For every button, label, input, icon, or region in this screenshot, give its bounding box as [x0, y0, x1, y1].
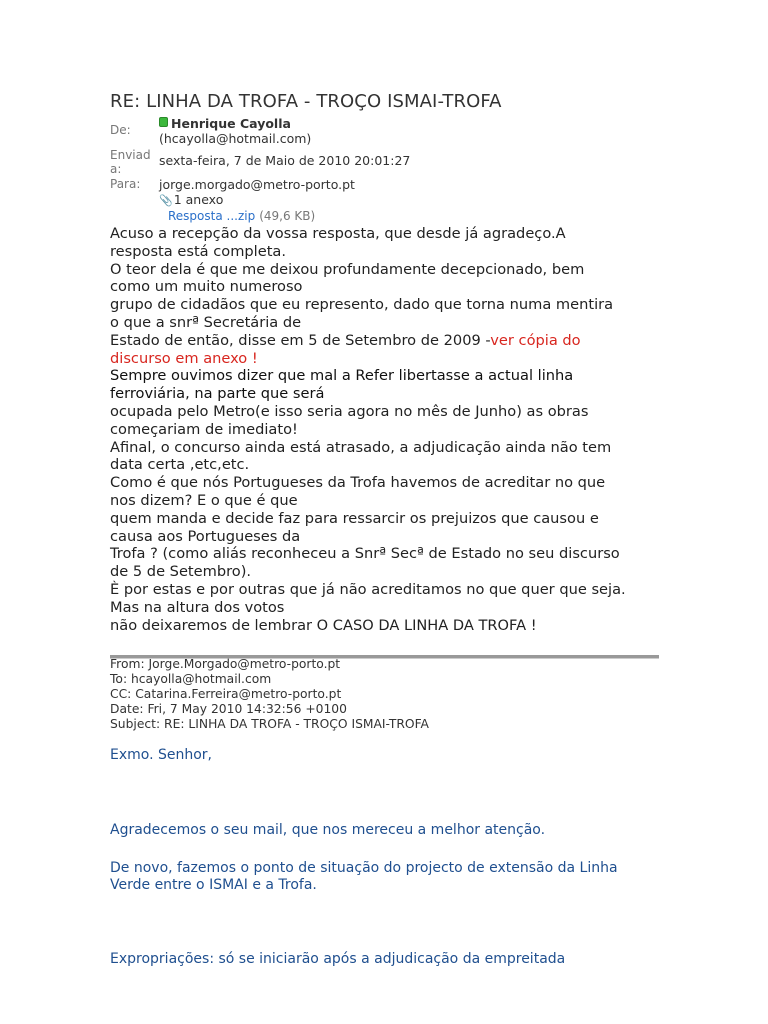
quoted-date: Date: Fri, 7 May 2010 14:32:56 +0100	[110, 702, 347, 716]
to-label: Para:	[110, 177, 141, 191]
body-line: Como é que nós Portugueses da Trofa havemos de acreditar no que	[110, 474, 606, 492]
quoted-status-line: Verde entre o ISMAI e a Trofa.	[110, 877, 317, 893]
body-line-discurso: discurso em anexo !	[110, 349, 258, 367]
body-line: resposta está completa.	[110, 242, 287, 260]
body-line: quem manda e decide faz para ressarcir os prejuizos que causou e	[110, 509, 599, 527]
attachment-link[interactable]: Resposta ...zip	[168, 209, 256, 223]
body-line: ocupada pelo Metro(e isso seria agora no mês de Junho) as obras	[110, 402, 589, 420]
body-line-sempre: Sempre ouvimos dizer que mal a Refer libertasse a actual linha	[110, 367, 574, 385]
body-line: Acuso a recepção da vossa resposta, que desde já agradeço.A	[110, 225, 566, 242]
quoted-subject: Subject: RE: LINHA DA TROFA - TROÇO ISMAI-TROFA	[110, 717, 429, 731]
email-body	[110, 225, 670, 634]
attachments-count-label: 1 anexo	[173, 192, 224, 207]
attachments-count[interactable]	[159, 192, 223, 208]
body-line: data certa ,etc,etc.	[110, 456, 250, 474]
attachment-size: (49,6 KB)	[259, 209, 316, 223]
email-subject: RE: LINHA DA TROFA - TROÇO ISMAI-TROFA	[110, 91, 502, 112]
body-line: causa aos Portugueses da	[110, 527, 301, 545]
paperclip-icon: 📎	[159, 194, 173, 207]
body-line: de 5 de Setembro).	[110, 563, 252, 581]
attachment-item[interactable]	[168, 208, 315, 224]
body-line: começariam de imediato!	[110, 420, 298, 438]
body-line: Afinal, o concurso ainda está atrasado, a adjudicação ainda não tem	[110, 438, 612, 456]
body-line: como um muito numeroso	[110, 278, 303, 296]
sent-label-part1: Enviad	[110, 148, 151, 162]
body-line: O teor dela é que me deixou profundamente decepcionado, bem	[110, 260, 585, 278]
body-line-sempre: ferroviária, na parte que será	[110, 385, 325, 403]
quoted-expropriations: Expropriações: só se iniciarão após a adjudicação da empreitada	[110, 951, 566, 967]
presence-icon	[159, 117, 168, 127]
sent-label-part2: a:	[110, 162, 122, 176]
quoted-to: To: hcayolla@hotmail.com	[110, 672, 272, 686]
body-line: o que a snrª Secretária de	[110, 313, 302, 331]
body-line: não deixaremos de lembrar O CASO DA LINHA DA TROFA !	[110, 616, 537, 634]
body-line: Mas na altura dos votos	[110, 598, 285, 616]
from-sender[interactable]	[159, 116, 291, 131]
quoted-greeting: Exmo. Senhor,	[110, 747, 213, 763]
sender-email[interactable]: (hcayolla@hotmail.com)	[159, 131, 312, 146]
quoted-thanks: Agradecemos o seu mail, que nos mereceu a melhor atenção.	[110, 822, 546, 838]
body-line: Trofa ? (como aliás reconheceu a Snrª Secª de Estado no seu discurso	[110, 545, 620, 563]
sent-date: sexta-feira, 7 de Maio de 2010 20:01:27	[159, 153, 411, 168]
body-estado-text: Estado de então, disse em 5 de Setembro de 2009 -	[110, 331, 491, 349]
body-line-estado	[110, 332, 670, 350]
body-line: nos dizem? E o que é que	[110, 491, 298, 509]
quoted-cc: CC: Catarina.Ferreira@metro-porto.pt	[110, 687, 342, 701]
quoted-from: From: Jorge.Morgado@metro-porto.pt	[110, 657, 341, 671]
from-label: De:	[110, 123, 131, 137]
body-highlight-red: ver cópia do	[490, 331, 581, 349]
body-line: È por estas e por outras que já não acreditamos no que quer que seja.	[110, 580, 626, 598]
sender-name[interactable]: Henrique Cayolla	[171, 116, 291, 131]
to-email[interactable]: jorge.morgado@metro-porto.pt	[159, 177, 355, 192]
quoted-header	[110, 657, 429, 732]
quoted-status-line: De novo, fazemos o ponto de situação do projecto de extensão da Linha	[110, 860, 618, 876]
body-line: grupo de cidadãos que eu represento, dado que torna numa mentira	[110, 296, 614, 314]
sent-label	[110, 148, 151, 176]
